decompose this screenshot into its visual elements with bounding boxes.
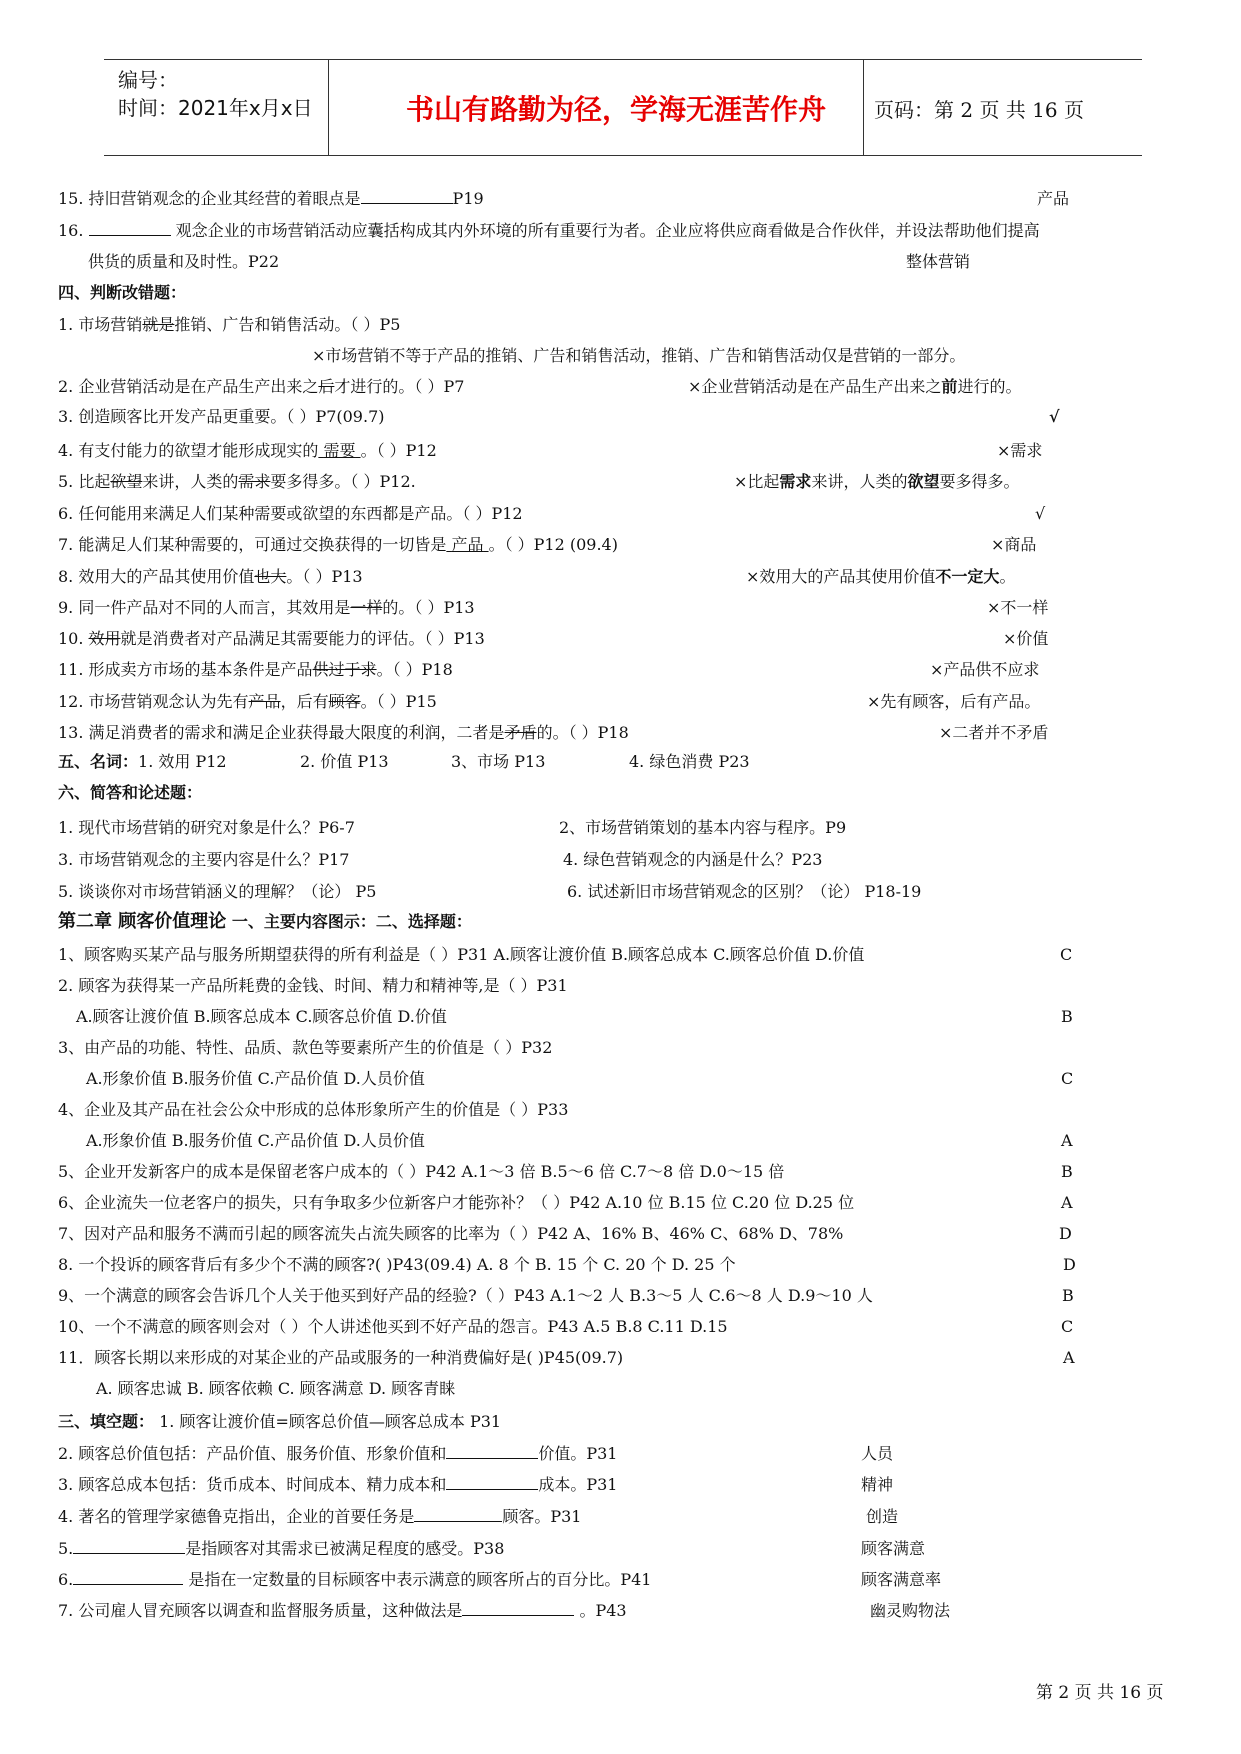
choice-question: 3、由产品的功能、特性、品质、款色等要素所产生的价值是（ ）P32 [58, 1038, 553, 1057]
choice-options: A.形象价值 B.服务价值 C.产品价值 D.人员价值 [86, 1069, 425, 1088]
page-footer: 第 2 页 共 16 页 [1036, 1683, 1164, 1703]
fill-question-15: 15. 持旧营销观念的企业其经营的着眼点是 P19 [58, 189, 484, 208]
essay-item: 4. 绿色营销观念的内涵是什么？P23 [563, 850, 823, 869]
answer-15: 产品 [1037, 189, 1070, 208]
choice-question: 2. 顾客为获得某一产品所耗费的金钱、时间、精力和精神等,是（ ）P31 [58, 976, 568, 995]
choice-answer: B [1061, 1007, 1073, 1026]
essay-item: 1. 现代市场营销的研究对象是什么？P6-7 [58, 818, 355, 837]
fill-item: 4. 著名的管理学家德鲁克指出，企业的首要任务是 顾客。P31 [58, 1507, 582, 1526]
header-motto: 书山有路勤为径，学海无涯苦作舟 [405, 93, 826, 126]
judge-item: 11. 形成卖方市场的基本条件是产品供过于求。（ ）P18 [58, 660, 453, 679]
fill-question-16: 16. 观念企业的市场营销活动应囊括构成其内外环境的所有重要行为者。企业应将供应商看做是合作伙伴，并设法帮助他们提高 [58, 221, 1040, 240]
judge-correction: ×需求 [997, 441, 1043, 460]
judge-item: 2. 企业营销活动是在产品生产出来之后才进行的。（ ）P7 [58, 377, 465, 396]
header-divider [863, 60, 864, 155]
judge-correction: ×市场营销不等于产品的推销、广告和销售活动，推销、广告和销售活动仅是营销的一部分。 [312, 346, 966, 365]
choice-answer: D [1059, 1224, 1072, 1243]
choice-answer: D [1063, 1255, 1076, 1274]
choice-question: 8. 一个投诉的顾客背后有多少个不满的顾客?( )P43(09.4) A. 8 个 B. 15 个 C. 20 个 D. 25 个 [58, 1255, 736, 1274]
choice-question: 1、顾客购买某产品与服务所期望获得的所有利益是（ ）P31 A.顾客让渡价值 B.顾客总成本 C.顾客总价值 D.价值 [58, 945, 865, 964]
term-item: 3、市场 P13 [451, 752, 546, 771]
page-header [104, 59, 1142, 156]
judge-correction: √ [1035, 504, 1046, 523]
header-divider [328, 60, 329, 155]
fill-item: 7. 公司雇人冒充顾客以调查和监督服务质量，这种做法是 。P43 [58, 1601, 627, 1620]
judge-correction: ×比起需求来讲，人类的欲望要多得多。 [734, 472, 1020, 491]
choice-question: 11．顾客长期以来形成的对某企业的产品或服务的一种消费偏好是( )P45(09.7) [58, 1348, 624, 1367]
fill-question-16-cont: 供货的质量和及时性。P22 [88, 252, 280, 271]
judge-correction: ×企业营销活动是在产品生产出来之前进行的。 [688, 377, 1022, 396]
choice-options: A.形象价值 B.服务价值 C.产品价值 D.人员价值 [86, 1131, 425, 1150]
answer-16: 整体营销 [906, 252, 971, 271]
choice-answer: C [1061, 1317, 1074, 1336]
essay-item: 6. 试述新旧市场营销观念的区别？（论） P18-19 [567, 882, 922, 901]
choice-answer: C [1060, 945, 1073, 964]
fill-answer: 顾客满意率 [861, 1570, 942, 1589]
choice-question: 6、企业流失一位老客户的损失，只有争取多少位新客户才能弥补？（ ）P42 A.10 位 B.15 位 C.20 位 D.25 位 [58, 1193, 855, 1212]
judge-item: 9. 同一件产品对不同的人而言，其效用是一样的。（ ）P13 [58, 598, 475, 617]
judge-item: 13. 满足消费者的需求和满足企业获得最大限度的利润，二者是矛盾的。（ ）P18 [58, 723, 629, 742]
choice-question: 9、一个满意的顾客会告诉几个人关于他买到好产品的经验?（ ）P43 A.1～2 人 B.3～5 人 C.6～8 人 D.9～10 人 [58, 1286, 873, 1305]
fill-answer: 幽灵购物法 [870, 1601, 951, 1620]
fill-item: 6. 是指在一定数量的目标顾客中表示满意的顾客所占的百分比。P41 [58, 1570, 652, 1589]
chapter-title: 第二章 顾客价值理论 一、主要内容图示：二、选择题： [58, 911, 472, 932]
choice-answer: C [1061, 1069, 1074, 1088]
fill-item: 5. 是指顾客对其需求已被满足程度的感受。P38 [58, 1539, 505, 1558]
judge-item: 5. 比起欲望来讲，人类的需求要多得多。（ ）P12. [58, 472, 416, 491]
fill-answer: 创造 [866, 1507, 899, 1526]
judge-item: 10. 效用就是消费者对产品满足其需要能力的评估。（ ）P13 [58, 629, 485, 648]
essay-item: 5. 谈谈你对市场营销涵义的理解？（论） P5 [58, 882, 377, 901]
number-label: 编号： [118, 68, 178, 92]
fill-item: 2. 顾客总价值包括：产品价值、服务价值、形象价值和 价值。P31 [58, 1444, 618, 1463]
section-title: 四、判断改错题： [58, 283, 187, 302]
judge-correction: ×二者并不矛盾 [939, 723, 1049, 742]
judge-correction: √ [1049, 407, 1060, 426]
judge-item: 7. 能满足人们某种需要的，可通过交换获得的一切皆是 产品 。（ ）P12 (09.4) [58, 535, 618, 554]
fill-answer: 精神 [861, 1475, 894, 1494]
choice-answer: B [1062, 1286, 1074, 1305]
essay-item: 3. 市场营销观念的主要内容是什么？P17 [58, 850, 350, 869]
section-title: 六、简答和论述题： [58, 783, 203, 802]
choice-question: 5、企业开发新客户的成本是保留老客户成本的（ ）P42 A.1～3 倍 B.5～6 倍 C.7～8 倍 D.0～15 倍 [58, 1162, 785, 1181]
judge-item: 6. 任何能用来满足人们某种需要或欲望的东西都是产品。（ ）P12 [58, 504, 523, 523]
term-item: 4. 绿色消费 P23 [629, 752, 750, 771]
page-number-label: 页码：第 2 页 共 16 页 [874, 98, 1084, 122]
judge-item: 4. 有支付能力的欲望才能形成现实的 需要 。（ ）P12 [58, 441, 437, 460]
essay-item: 2、市场营销策划的基本内容与程序。P9 [559, 818, 847, 837]
choice-answer: A [1061, 1193, 1073, 1212]
time-label: 时间：2021年x月x日 [118, 96, 313, 120]
choice-question: 4、企业及其产品在社会公众中形成的总体形象所产生的价值是（ ）P33 [58, 1100, 569, 1119]
judge-correction: ×产品供不应求 [930, 660, 1040, 679]
judge-correction: ×商品 [991, 535, 1037, 554]
judge-correction: ×不一样 [987, 598, 1049, 617]
judge-item: 3. 创造顾客比开发产品更重要。（ ）P7(09.7) [58, 407, 385, 426]
choice-answer: B [1061, 1162, 1073, 1181]
choice-question: 7、因对产品和服务不满而引起的顾客流失占流失顾客的比率为（ ）P42 A、16% B、46% C、68% D、78% [58, 1224, 844, 1243]
terms-line: 五、名词：1. 效用 P12 [58, 752, 227, 771]
judge-item: 12. 市场营销观念认为先有产品，后有顾客。（ ）P15 [58, 692, 437, 711]
choice-options: A.顾客让渡价值 B.顾客总成本 C.顾客总价值 D.价值 [76, 1007, 447, 1026]
judge-correction: ×先有顾客，后有产品。 [867, 692, 1041, 711]
fill-answer: 顾客满意 [861, 1539, 926, 1558]
fill-item: 3. 顾客总成本包括：货币成本、时间成本、精力成本和 成本。P31 [58, 1475, 618, 1494]
choice-question: 10、一个不满意的顾客则会对（ ）个人讲述他买到不好产品的怨言。P43 A.5 B.8 C.11 D.15 [58, 1317, 728, 1336]
judge-correction: ×效用大的产品其使用价值不一定大。 [746, 567, 1016, 586]
judge-item: 8. 效用大的产品其使用价值也大。（ ）P13 [58, 567, 363, 586]
choice-answer: A [1061, 1131, 1073, 1150]
term-item: 2. 价值 P13 [300, 752, 389, 771]
fill-answer: 人员 [861, 1444, 894, 1463]
choice-options: A. 顾客忠诚 B. 顾客依赖 C. 顾客满意 D. 顾客青睐 [96, 1379, 456, 1398]
judge-item: 1. 市场营销就是推销、广告和销售活动。（ ）P5 [58, 315, 401, 334]
choice-answer: A [1063, 1348, 1075, 1367]
fill-heading: 三、填空题： 1. 顾客让渡价值=顾客总价值—顾客总成本 P31 [58, 1412, 502, 1431]
judge-correction: ×价值 [1003, 629, 1049, 648]
